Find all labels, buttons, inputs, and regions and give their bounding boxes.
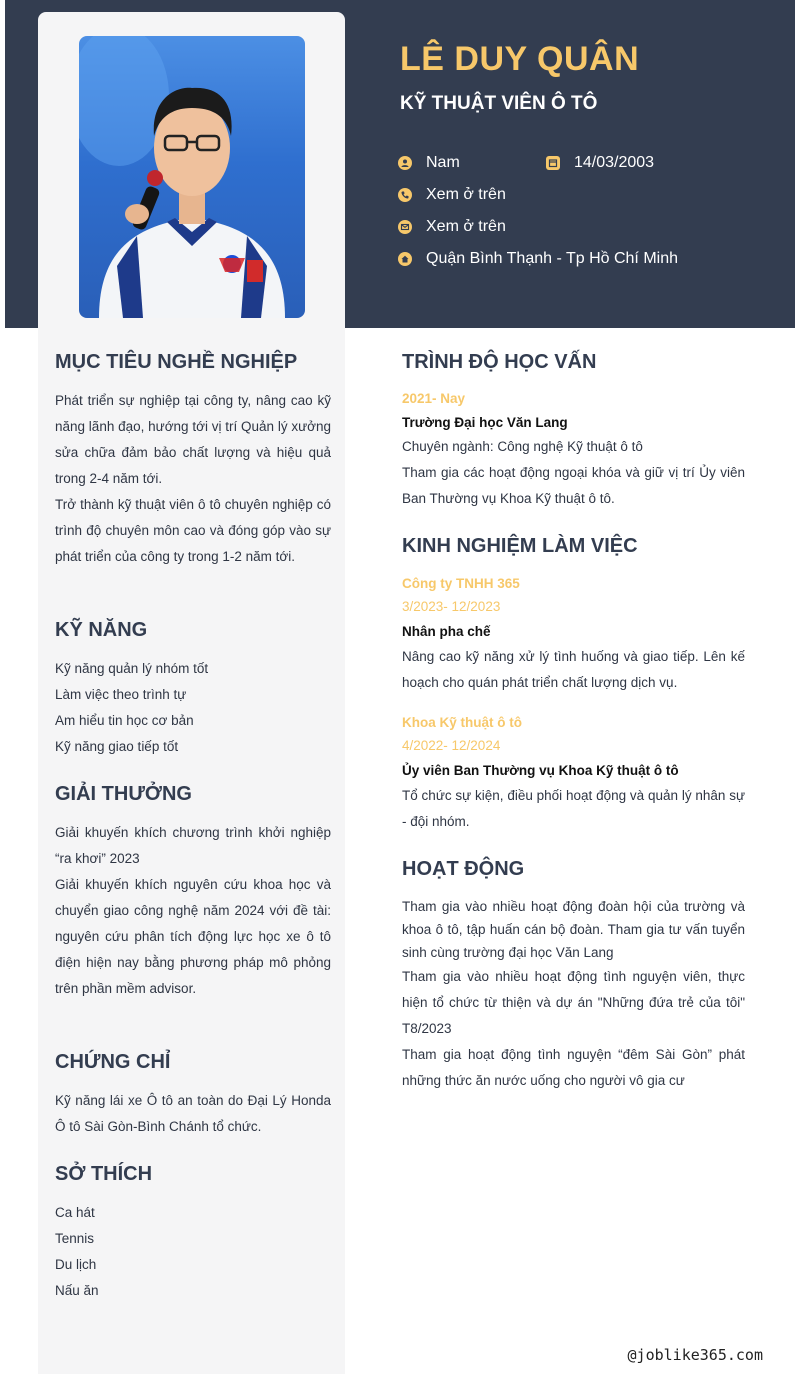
hobby-item: Nấu ăn [55, 1283, 99, 1298]
birthdate-text: 14/03/2003 [574, 154, 655, 171]
activities-title: HOẠT ĐỘNG [402, 858, 525, 880]
gender-text: Nam [426, 154, 460, 171]
activity-paragraph-1: Tham gia vào nhiều hoạt động đoàn hội của trường và khoa ô tô, tập huấn cán bộ đoàn. Tham gia tư vấn tuyển sinh cùng trường đại học Văn Lang [402, 899, 745, 960]
education-title: TRÌNH ĐỘ HỌC VẤN [402, 351, 597, 373]
candidate-name: LÊ DUY QUÂN [400, 40, 640, 78]
job-role: Ủy viên Ban Thường vụ Khoa Kỹ thuật ô tô [402, 763, 679, 778]
education-period: 2021- Nay [402, 391, 466, 406]
calendar-icon [546, 156, 560, 170]
footer-handle: @joblike365.com [627, 1346, 763, 1364]
skill-item: Kỹ năng quản lý nhóm tốt [55, 661, 209, 676]
info-gender [398, 152, 460, 174]
hobby-item: Du lịch [55, 1257, 97, 1272]
job-role: Nhân pha chế [402, 624, 491, 639]
phone-icon [398, 188, 412, 202]
activity-paragraph-2: Tham gia vào nhiều hoạt động tình nguyện viên, thực hiện tổ chức từ thiện và dự án "Những đứa trẻ của tôi" T8/2023 [402, 969, 745, 1036]
skill-item: Am hiểu tin học cơ bản [55, 713, 194, 728]
skill-item: Làm việc theo trình tự [55, 687, 187, 702]
profile-photo [79, 36, 305, 318]
mail-icon [398, 220, 412, 234]
job-company: Khoa Kỹ thuật ô tô [402, 715, 522, 730]
experience-title: KINH NGHIỆM LÀM VIỆC [402, 535, 638, 557]
skills-title: KỸ NĂNG [55, 619, 148, 641]
info-phone [398, 184, 506, 206]
home-icon [398, 252, 412, 266]
hobby-item: Tennis [55, 1231, 95, 1246]
award-paragraph-1: Giải khuyến khích chương trình khởi nghiệp “ra khơi” 2023 [55, 825, 331, 866]
hobby-item: Ca hát [55, 1205, 95, 1220]
phone-text: Xem ở trên [426, 186, 506, 203]
job-description: Nâng cao kỹ năng xử lý tình huống và giao tiếp. Lên kế hoạch cho quán phát triển chất lượng dịch vụ. [402, 649, 745, 690]
education-note: Tham gia các hoạt động ngoại khóa và giữ vị trí Ủy viên Ban Thường vụ Khoa Kỹ thuật ô tô. [402, 465, 745, 506]
info-address [398, 248, 678, 270]
certificate-paragraph: Kỹ năng lái xe Ô tô an toàn do Đại Lý Honda Ô tô Sài Gòn-Bình Chánh tổ chức. [55, 1093, 331, 1134]
person-icon [398, 156, 412, 170]
candidate-job-title: KỸ THUẬT VIÊN Ô TÔ [400, 93, 598, 114]
hobbies-title: SỞ THÍCH [55, 1163, 153, 1185]
info-email [398, 216, 506, 238]
objective-title: MỤC TIÊU NGHỀ NGHIỆP [55, 351, 298, 373]
objective-paragraph-1: Phát triển sự nghiệp tại công ty, nâng cao kỹ năng lãnh đạo, hướng tới vị trí Quản lý xưởng sửa chữa đảm bảo chất lượng và hiệu quả trong 2-4 năm tới. [55, 393, 331, 486]
awards-title: GIẢI THƯỞNG [55, 783, 192, 805]
education-school: Trường Đại học Văn Lang [402, 415, 568, 430]
email-text: Xem ở trên [426, 218, 506, 235]
education-major: Chuyên ngành: Công nghệ Kỹ thuật ô tô [402, 439, 643, 454]
info-birthdate [546, 152, 654, 174]
objective-paragraph-2: Trở thành kỹ thuật viên ô tô chuyên nghiệp có trình độ chuyên môn cao và đóng góp vào sự phát triển của công ty trong 1-2 năm tới. [55, 497, 331, 564]
job-period: 4/2022- 12/2024 [402, 738, 501, 753]
certificates-title: CHỨNG CHỈ [55, 1051, 171, 1073]
skill-item: Kỹ năng giao tiếp tốt [55, 739, 179, 754]
award-paragraph-2: Giải khuyến khích nguyên cứu khoa học và chuyển giao công nghệ năm 2024 với đề tài: nguyên cứu phân tích động lực học xe ô tô điện hiện nay bằng phương pháp mô phỏng trên phần mềm advisor. [55, 877, 331, 996]
address-text: Quận Bình Thạnh - Tp Hồ Chí Minh [426, 250, 678, 267]
job-period: 3/2023- 12/2023 [402, 599, 501, 614]
job-company: Công ty TNHH 365 [402, 576, 520, 591]
activity-paragraph-3: Tham gia hoạt động tình nguyện “đêm Sài Gòn” phát những thức ăn nước uống cho người vô gia cư [402, 1047, 745, 1088]
job-description: Tổ chức sự kiện, điều phối hoạt động và quản lý nhân sự - đội nhóm. [402, 788, 745, 829]
